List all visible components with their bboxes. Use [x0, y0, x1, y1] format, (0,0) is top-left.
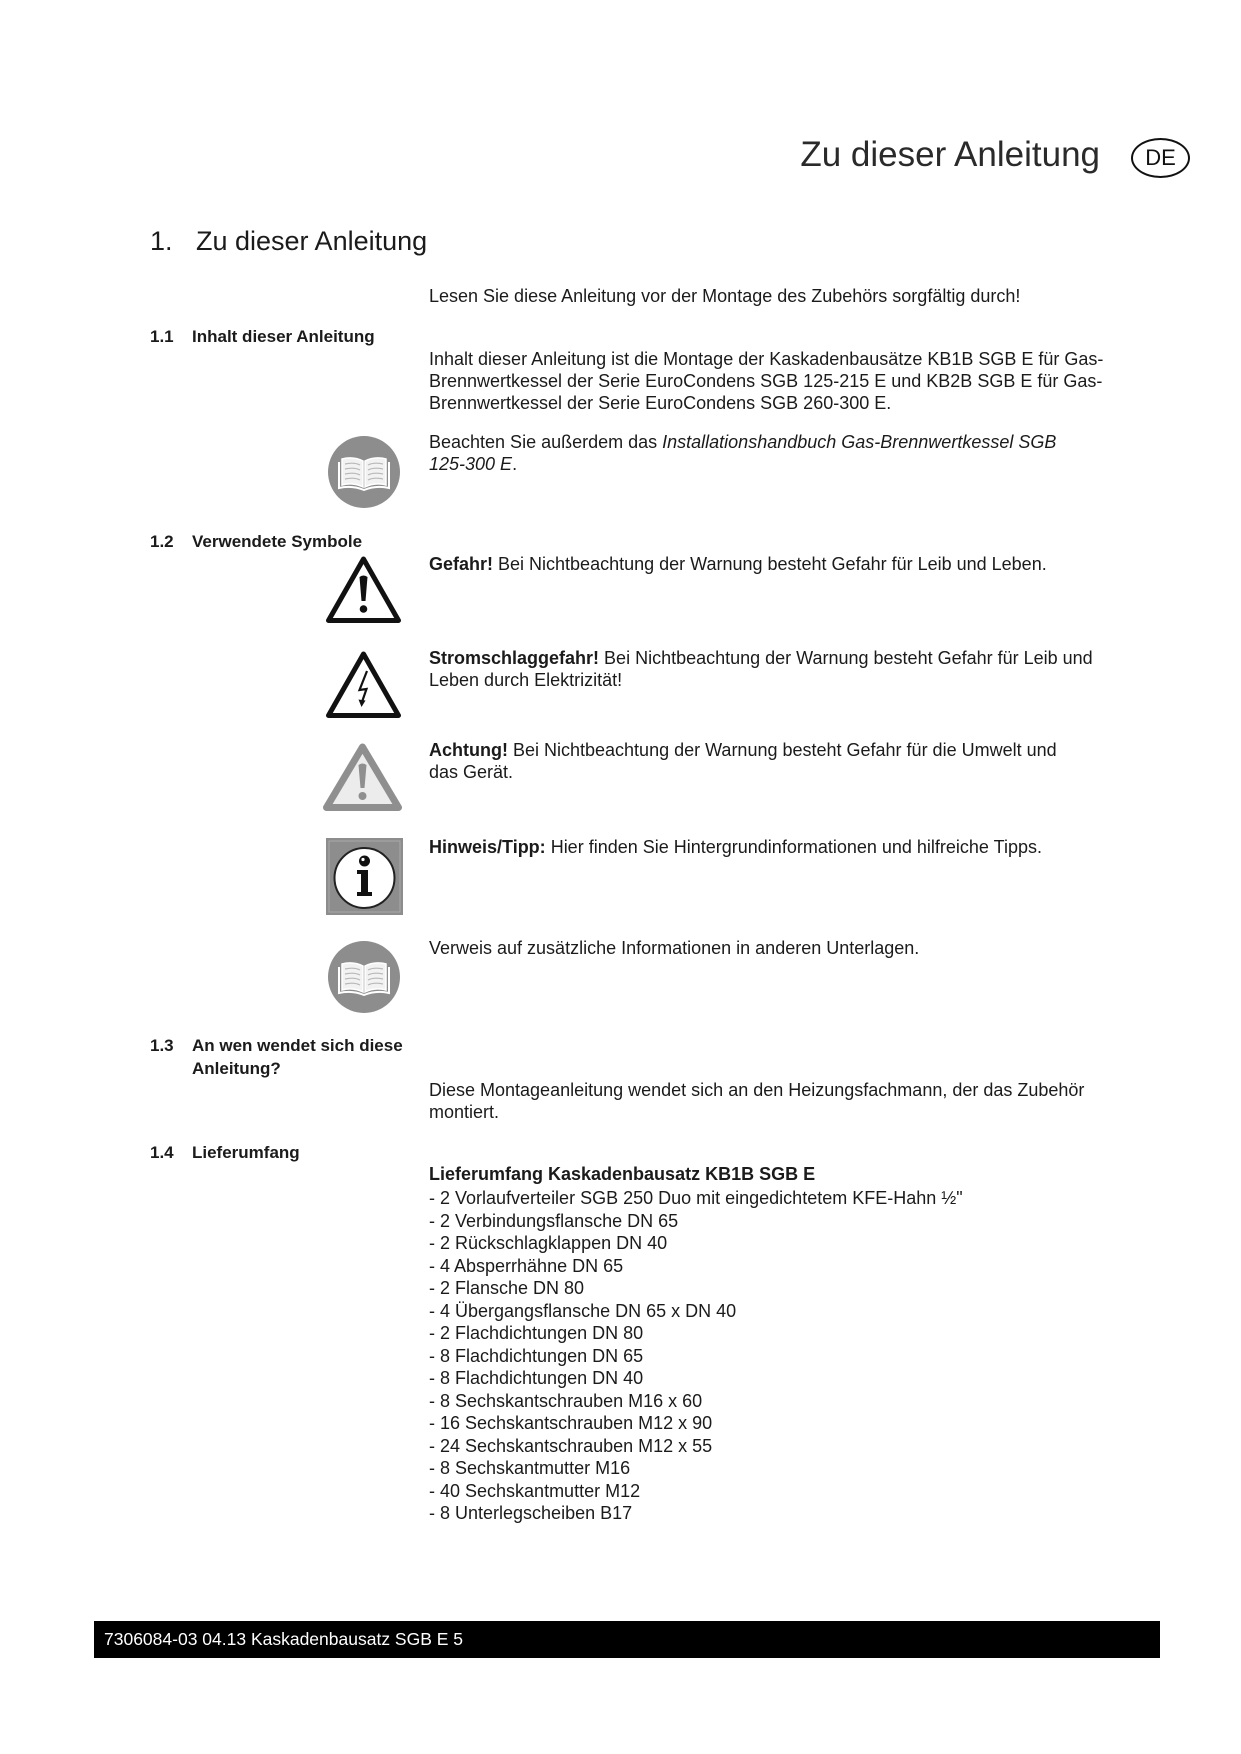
text-line [429, 453, 1056, 475]
text-line: Leben durch Elektrizität! [429, 670, 623, 690]
text-line: Brennwertkessel der Serie EuroCondens SGB 125-215 E und KB2B SGB E für Gas- [429, 371, 1103, 391]
page-footer [94, 1621, 1160, 1658]
symbol-description-caution [429, 739, 1057, 783]
section-1-1-content [429, 348, 1103, 414]
note-end: . [512, 454, 518, 474]
electric-shock-warning-icon [325, 650, 402, 720]
text-line: montiert. [429, 1102, 500, 1122]
delivery-item: - 4 Absperrhähne DN 65 [429, 1255, 624, 1276]
referenced-document-title: 125-300 E [429, 454, 513, 474]
delivery-item: - 2 Flachdichtungen DN 80 [429, 1323, 644, 1343]
delivery-item: - 2 Vorlaufverteiler SGB 250 Duo mit eingedichtetem KFE-Hahn ½" [429, 1188, 963, 1208]
delivery-list-title: Lieferumfang Kaskadenbausatz KB1B SGB E [429, 1164, 816, 1184]
symbol-label: Hinweis/Tipp: [429, 837, 546, 857]
text-line [429, 553, 1047, 575]
chapter-number: 1. [150, 226, 173, 256]
symbol-text: Bei Nichtbeachtung der Warnung besteht Gefahr für die Umwelt und [507, 740, 1057, 760]
symbol-text: Bei Nichtbeachtung der Warnung besteht Gefahr für Leib und [599, 648, 1093, 668]
section-heading-1-1 [150, 325, 375, 348]
book-icon [327, 435, 401, 509]
delivery-item: - 8 Sechskantmutter M16 [429, 1458, 631, 1478]
delivery-item: - 2 Flansche DN 80 [429, 1278, 585, 1298]
note-lead: Beachten Sie außerdem das [429, 432, 663, 452]
delivery-item: - 8 Flachdichtungen DN 65 [429, 1345, 644, 1366]
delivery-item: - 8 Flachdichtungen DN 40 [429, 1368, 644, 1388]
section-title: Anleitung? [192, 1059, 281, 1078]
delivery-item: - 40 Sechskantmutter M12 [429, 1480, 641, 1501]
footer-text: 7306084-03 04.13 Kaskadenbausatz SGB E 5 [104, 1629, 464, 1649]
delivery-item: - 24 Sechskantschrauben M12 x 55 [429, 1435, 713, 1456]
delivery-item: - 8 Sechskantschrauben M16 x 60 [429, 1390, 703, 1411]
danger-warning-icon [325, 555, 402, 625]
text-line: das Gerät. [429, 762, 514, 782]
section-number: 1.4 [150, 1143, 174, 1162]
symbol-description-electric-shock [429, 647, 1093, 691]
section-number: 1.2 [150, 532, 174, 551]
symbol-label: Stromschlaggefahr! [429, 648, 600, 668]
book-icon [327, 940, 401, 1014]
page-header-title: Zu dieser Anleitung [800, 135, 1100, 174]
electric-shock-warning-icon [325, 650, 402, 720]
symbol-description-info [429, 836, 1042, 858]
chapter-title: Zu dieser Anleitung [196, 226, 428, 256]
text-line: Verweis auf zusätzliche Informationen in anderen Unterlagen. [429, 938, 920, 958]
symbol-description-danger [429, 553, 1047, 575]
symbol-label: Gefahr! [429, 554, 494, 574]
section-title: An wen wendet sich diese [192, 1036, 403, 1055]
text-line [429, 836, 1042, 858]
text-line [429, 647, 1093, 669]
text-line: Inhalt dieser Anleitung ist die Montage der Kaskadenbausätze KB1B SGB E für Gas- [429, 349, 1104, 369]
text-line [429, 739, 1057, 761]
book-icon [327, 435, 401, 509]
delivery-item: - 16 Sechskantschrauben M12 x 90 [429, 1413, 713, 1433]
section-title: Inhalt dieser Anleitung [192, 327, 375, 346]
info-icon [326, 838, 403, 915]
section-heading-1-4 [150, 1141, 300, 1164]
section-number: 1.1 [150, 327, 174, 346]
intro-text: Lesen Sie diese Anleitung vor der Montage des Zubehörs sorgfältig durch! [429, 286, 1021, 306]
text-line [429, 431, 1056, 453]
symbol-description-reference [429, 937, 919, 959]
delivery-list [429, 1187, 963, 1525]
symbol-text: Hier finden Sie Hintergrundinformationen und hilfreiche Tipps. [545, 837, 1042, 857]
referenced-document-title: Installationshandbuch Gas-Brennwertkessel SGB [662, 432, 1057, 452]
caution-warning-icon [322, 742, 403, 813]
section-1-3-content [429, 1079, 1084, 1123]
section-title: Lieferumfang [192, 1143, 300, 1162]
book-icon [327, 940, 401, 1014]
info-icon [326, 838, 403, 915]
language-badge [1131, 138, 1190, 178]
chapter-heading [150, 225, 427, 257]
delivery-item: - 2 Verbindungsflansche DN 65 [429, 1210, 679, 1231]
section-title: Verwendete Symbole [192, 532, 363, 551]
symbol-label: Achtung! [429, 740, 508, 760]
text-line: Brennwertkessel der Serie EuroCondens SGB 260-300 E. [429, 393, 892, 413]
symbol-text: Bei Nichtbeachtung der Warnung besteht Gefahr für Leib und Leben. [493, 554, 1047, 574]
caution-warning-icon [322, 742, 403, 813]
reference-note [429, 431, 1056, 475]
delivery-item: - 4 Übergangsflansche DN 65 x DN 40 [429, 1300, 737, 1321]
delivery-item: - 8 Unterlegscheiben B17 [429, 1503, 633, 1523]
delivery-item: - 2 Rückschlagklappen DN 40 [429, 1233, 668, 1253]
text-line: Diese Montageanleitung wendet sich an den Heizungsfachmann, der das Zubehör [429, 1080, 1085, 1100]
danger-warning-icon [325, 555, 402, 625]
section-heading-1-3 [150, 1034, 403, 1080]
section-number: 1.3 [150, 1036, 174, 1055]
language-badge-label: DE [1145, 145, 1176, 170]
section-heading-1-2 [150, 530, 362, 553]
